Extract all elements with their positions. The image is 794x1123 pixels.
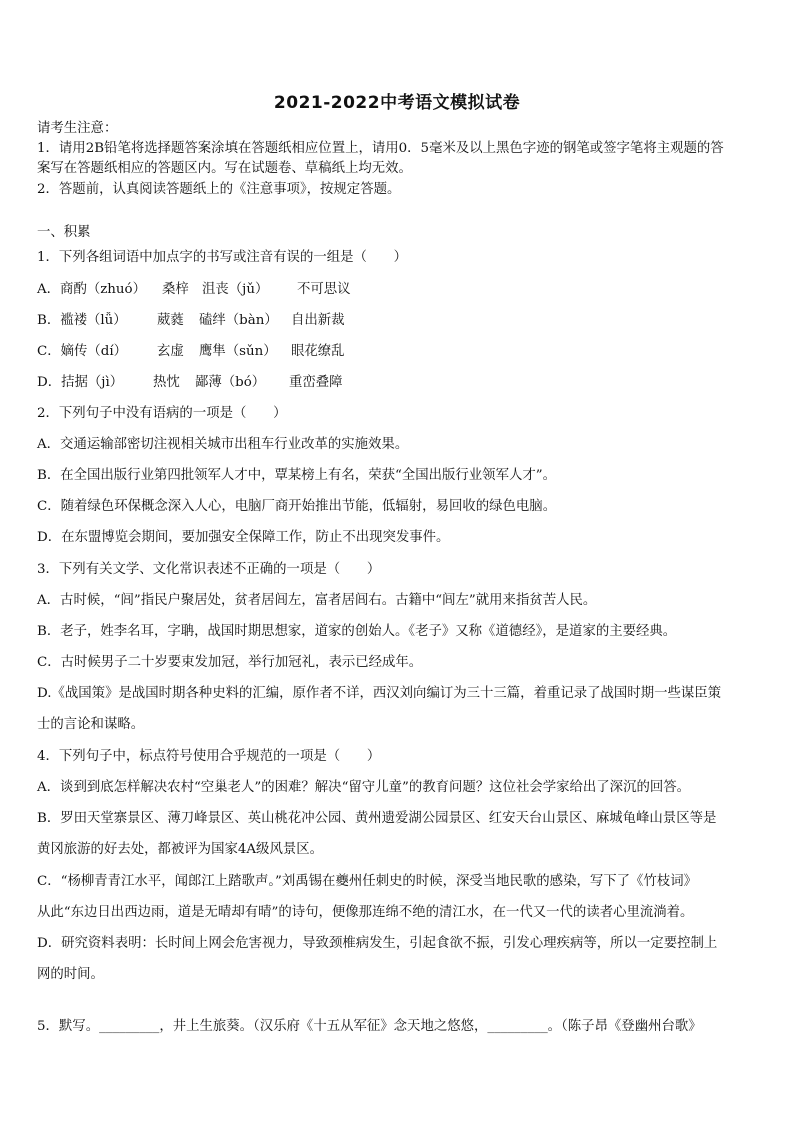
notice-item-1-line-1: 1．请用2B铅笔将选择题答案涂填在答题纸相应位置上，请用0．5毫米及以上黑色字迹的钢笔或签字笔将主观题的答 bbox=[37, 141, 724, 156]
question-4-option-c-line-1: C．“杨柳青青江水平，闻郎江上踏歌声。”刘禹锡在夔州任刺史的时候，深受当地民歌的感染，写下了《竹枝词》 bbox=[37, 874, 697, 889]
question-2-option-c: C．随着绿色环保概念深入人心，电脑厂商开始推出节能，低辐射，易回收的绿色电脑。 bbox=[37, 499, 557, 514]
question-3-option-a: A．古时候，“闾”指民户聚居处，贫者居闾左，富者居闾右。古籍中“闾左”就用来指贫苦人民。 bbox=[37, 593, 597, 608]
question-2-option-d: D．在东盟博览会期间，要加强安全保障工作，防止不出现突发事件。 bbox=[37, 530, 450, 545]
option-d-item-2: 热忱 bbox=[153, 375, 180, 390]
question-1-option-a bbox=[37, 281, 759, 299]
question-1-option-c bbox=[37, 343, 759, 361]
option-d-item-3: 鄙薄（bó） bbox=[195, 375, 266, 390]
option-c-item-1: C．嫡传（dí） bbox=[37, 344, 128, 359]
question-4-option-b-line-1: B．罗田天堂寨景区、薄刀峰景区、英山桃花冲公园、黄州遗爱湖公园景区、红安天台山景区、麻城龟峰山景区等是 bbox=[37, 811, 717, 826]
notice-item-2: 2．答题前，认真阅读答题纸上的《注意事项》，按规定答题。 bbox=[37, 182, 401, 197]
section-heading: 一、积累 bbox=[37, 225, 91, 240]
option-c-item-2: 玄虚 bbox=[157, 344, 184, 359]
option-a-item-1: A．商酌（zhuó） bbox=[37, 282, 146, 297]
question-3-option-c: C．古时候男子二十岁要束发加冠，举行加冠礼，表示已经成年。 bbox=[37, 655, 423, 670]
question-1-option-b bbox=[37, 312, 759, 330]
option-a-item-4: 不可思议 bbox=[297, 282, 351, 297]
question-4-option-d-line-1: D．研究资料表明：长时间上网会危害视力，导致颈椎病发生，引起食欲不振，引发心理疾病等，所以一定要控制上 bbox=[37, 936, 718, 951]
notice-heading: 请考生注意： bbox=[37, 121, 118, 136]
question-1-option-d bbox=[37, 374, 759, 392]
question-3-stem: 3．下列有关文学、文化常识表述不正确的一项是（ ） bbox=[37, 562, 381, 577]
question-2-option-a: A．交通运输部密切注视相关城市出租车行业改革的实施效果。 bbox=[37, 437, 409, 452]
option-b-item-1: B．褴褛（lǚ） bbox=[37, 313, 127, 328]
notice-item-1-line-2: 案写在答题纸相应的答题区内。写在试题卷、草稿纸上均无效。 bbox=[37, 161, 412, 176]
question-4-option-a: A．谈到到底怎样解决农村“空巢老人”的困难？解决“留守儿童”的教育问题？这位社会学家给出了深沉的回答。 bbox=[37, 780, 691, 795]
question-3-option-d-line-1: D.《战国策》是战国时期各种史料的汇编，原作者不详，西汉刘向编订为三十三篇，着重记录了战国时期一些谋臣策 bbox=[37, 686, 722, 701]
question-2-stem: 2．下列句子中没有语病的一项是（ ） bbox=[37, 406, 287, 421]
question-4-stem: 4．下列句子中，标点符号使用合乎规范的一项是（ ） bbox=[37, 749, 381, 764]
question-2-option-b: B．在全国出版行业第四批领军人才中，覃某榜上有名，荣获“全国出版行业领军人才”。 bbox=[37, 468, 556, 483]
option-d-item-4: 重峦叠障 bbox=[289, 375, 343, 390]
option-b-item-2: 葳蕤 bbox=[157, 313, 184, 328]
question-1-stem: 1．下列各组词语中加点字的书写或注音有误的一组是（ ） bbox=[37, 250, 408, 265]
option-c-item-3: 鹰隼（sǔn） bbox=[199, 344, 277, 359]
option-b-item-4: 自出新裁 bbox=[291, 313, 345, 328]
question-3-option-d-line-2: 士的言论和谋略。 bbox=[37, 717, 145, 732]
question-5-text: 5．默写。_________，井上生旅葵。（汉乐府《十五从军征》念天地之悠悠，_________。（陈子昂《登幽州台歌》 bbox=[37, 1019, 702, 1034]
question-4-option-c-line-2: 从此“东边日出西边雨，道是无晴却有晴”的诗句，便像那连绵不绝的清江水，在一代又一代的读者心里流淌着。 bbox=[37, 905, 694, 920]
question-3-option-b: B．老子，姓李名耳，字聃，战国时期思想家，道家的创始人。《老子》又称《道德经》，是道家的主要经典。 bbox=[37, 624, 677, 639]
option-b-item-3: 磕绊（bàn） bbox=[199, 313, 278, 328]
question-4-option-d-line-2: 网的时间。 bbox=[37, 967, 104, 982]
option-a-item-3: 沮丧（jǔ） bbox=[202, 282, 269, 297]
option-d-item-1: D．拮据（jì） bbox=[37, 375, 124, 390]
option-a-item-2: 桑梓 bbox=[162, 282, 189, 297]
question-4-option-b-line-2: 黄冈旅游的好去处，都被评为国家4A级风景区。 bbox=[37, 842, 324, 857]
exam-title: 2021-2022中考语文模拟试卷 bbox=[273, 93, 521, 113]
option-c-item-4: 眼花缭乱 bbox=[291, 344, 345, 359]
